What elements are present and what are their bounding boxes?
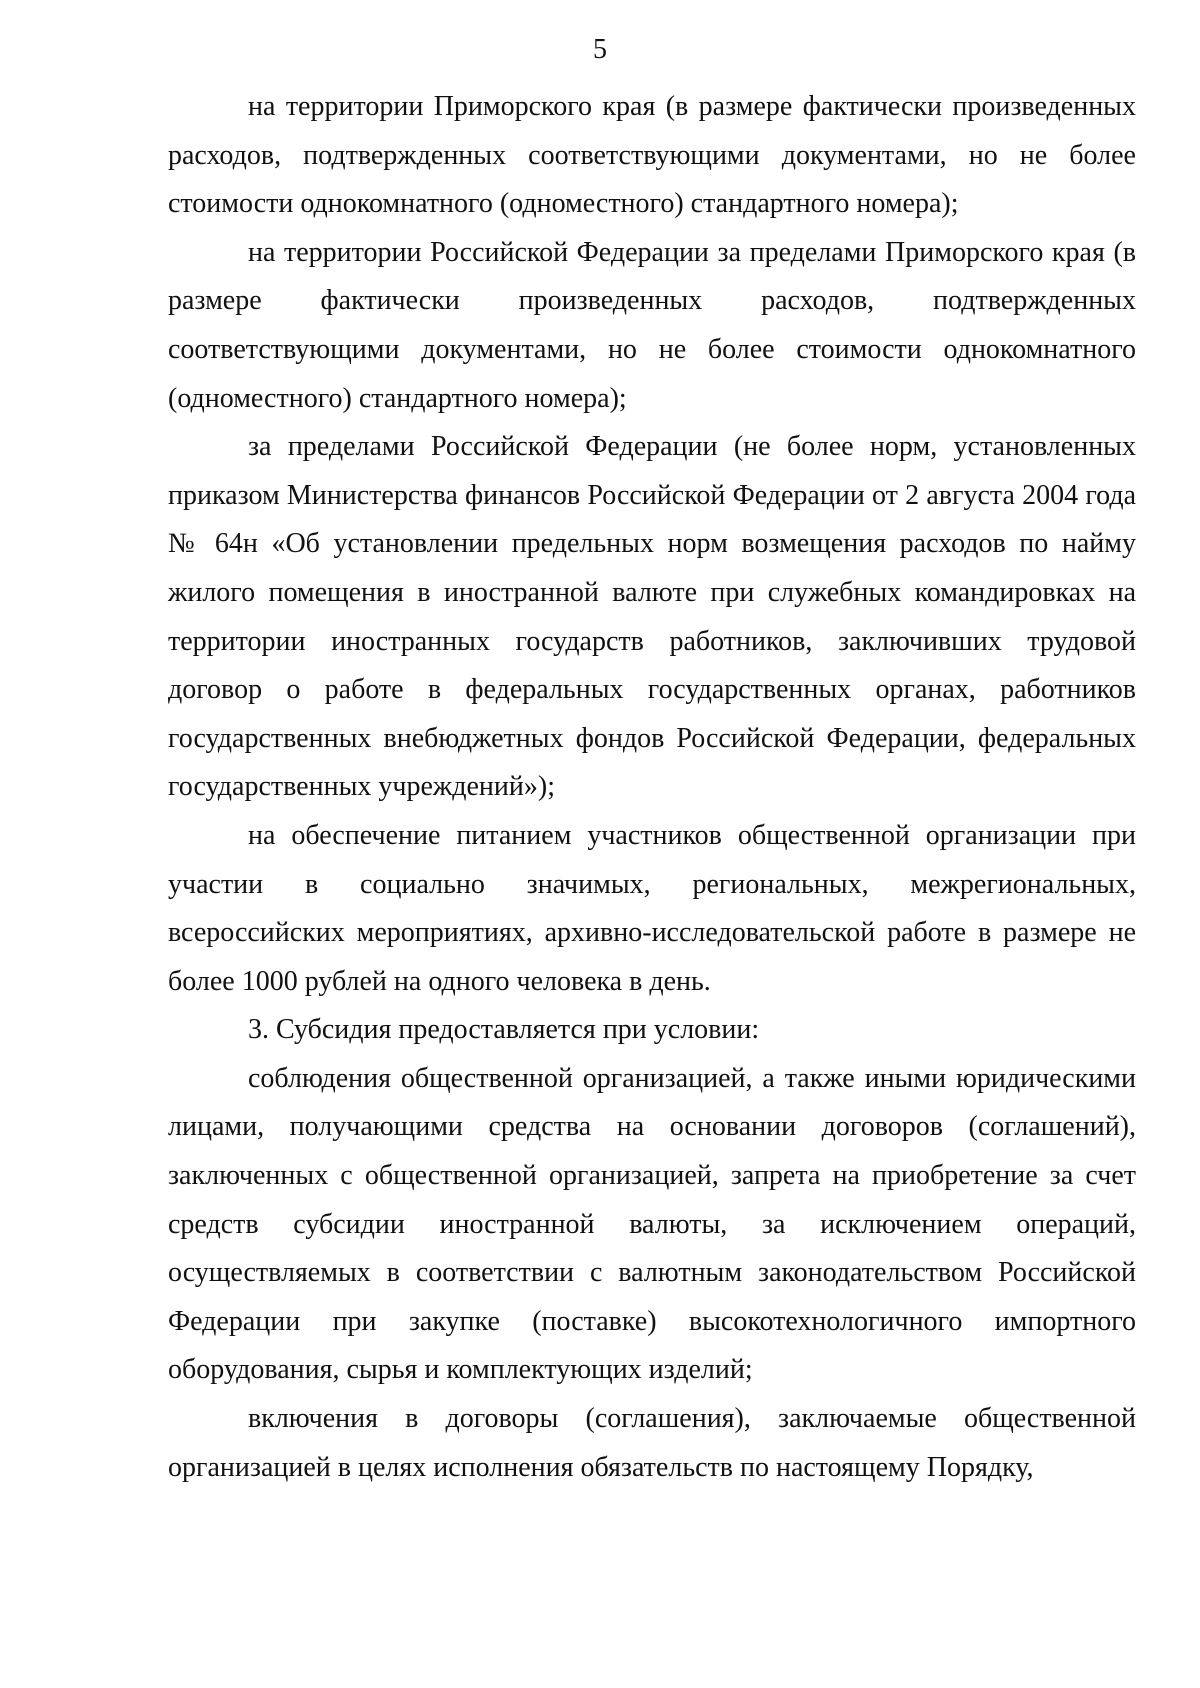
paragraph-accommodation-abroad: за пределами Российской Федерации (не более норм, установленных приказом Министерства финансов Российской Федерации от 2 августа 2004 года № 64н «Об установлении предельных норм возмещения расходов по найму жилого помещения в иностранной валюте при служебных командировках на территории иностранных государств работников, заключивших трудовой договор о работе в федеральных государственных органах, работников государственных внебюджетных фондов Российской Федерации, федеральных государственных учреждений»); [168, 431, 1136, 803]
paragraph-accommodation-russia: на территории Российской Федерации за пределами Приморского края (в размере фактически произведенных расходов, подтвержденных соответствующими документами, но не более стоимости однокомнатного (одноместного) стандартного номера); [168, 236, 1136, 414]
paragraph-accommodation-primorsky: на территории Приморского края (в размере фактически произведенных расходов, подтвержденных соответствующими документами, но не более стоимости однокомнатного (одноместного) стандартного номера); [168, 91, 1136, 220]
paragraph-contract-inclusion: включения в договоры (соглашения), заключаемые общественной организацией в целях исполнения обязательств по настоящему Порядку, [168, 1403, 1136, 1483]
paragraph-subsidy-condition-heading: 3. Субсидия предоставляется при условии: [248, 1014, 760, 1046]
page-number: 5 [593, 34, 607, 65]
paragraph-currency-prohibition: соблюдения общественной организацией, а также иными юридическими лицами, получающими средства на основании договоров (соглашений), заключенных с общественной организацией, запрета на приобретение за счет средств субсидии иностранной валюты, за исключением операций, осуществляемых в соответствии с валютным законодательством Российской Федерации при закупке (поставке) высокотехнологичного импортного оборудования, сырья и комплектующих изделий; [168, 1062, 1136, 1386]
document-body [168, 83, 1136, 1492]
paragraph-meals: на обеспечение питанием участников общественной организации при участии в социально значимых, региональных, межрегиональных, всероссийских мероприятиях, архивно-исследовательской работе в размере не более 1000 рублей на одного человека в день. [168, 819, 1136, 997]
